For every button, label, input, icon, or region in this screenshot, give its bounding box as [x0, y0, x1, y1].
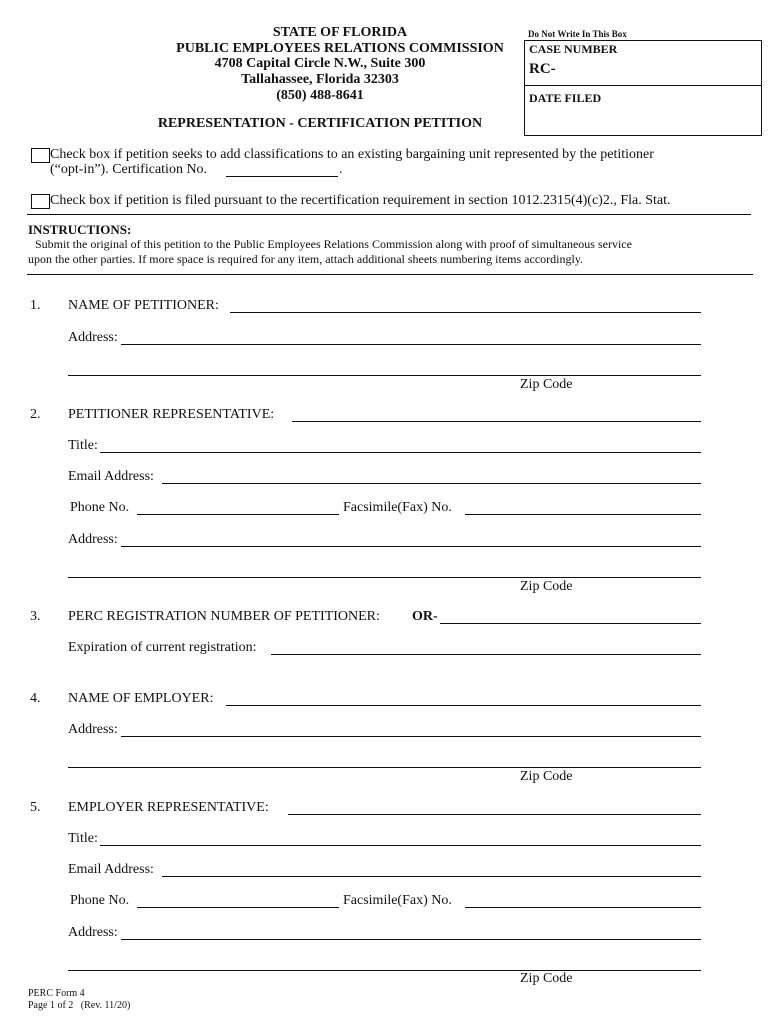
petitioner-name-label: NAME OF PETITIONER:: [68, 298, 219, 313]
perc-registration-label: PERC REGISTRATION NUMBER OF PETITIONER:: [68, 609, 380, 624]
section-3-number: 3.: [30, 609, 41, 624]
employer-zip-label: Zip Code: [520, 769, 573, 784]
box-divider: [525, 85, 761, 86]
opt-in-checkbox[interactable]: [31, 148, 50, 163]
employer-rep-email-field[interactable]: [162, 876, 701, 877]
employer-rep-address-field[interactable]: [121, 939, 701, 940]
employer-rep-zip-label: Zip Code: [520, 971, 573, 986]
recertification-checkbox[interactable]: [31, 194, 50, 209]
petitioner-rep-phone-field[interactable]: [137, 514, 339, 515]
office-use-box: [524, 40, 762, 136]
page-number: Page 1 of 2 (Rev. 11/20): [28, 1000, 131, 1011]
employer-name-label: NAME OF EMPLOYER:: [68, 691, 214, 706]
opt-in-label-cont: (“opt-in”). Certification No.: [50, 162, 208, 177]
case-number-prefix: RC-: [529, 61, 556, 77]
instructions-line2: upon the other parties. If more space is required for any item, attach additional sheets numbering items accordingly.: [28, 252, 584, 266]
petitioner-address-field[interactable]: [121, 344, 701, 345]
recertification-label: Check box if petition is filed pursuant to the recertification requirement in section 1012.2315(4)(c)2., Fla. Stat.: [50, 193, 671, 208]
registration-expiration-field[interactable]: [271, 654, 701, 655]
employer-rep-field[interactable]: [288, 814, 701, 815]
petitioner-rep-title-field[interactable]: [100, 452, 701, 453]
petitioner-rep-address-label: Address:: [68, 532, 118, 547]
registration-prefix: OR-: [412, 609, 438, 624]
petitioner-rep-label: PETITIONER REPRESENTATIVE:: [68, 407, 275, 422]
section-2-number: 2.: [30, 407, 41, 422]
employer-rep-title-label: Title:: [68, 831, 98, 846]
employer-rep-address-line2[interactable]: [68, 970, 701, 971]
section-5-number: 5.: [30, 800, 41, 815]
certification-period: .: [339, 162, 343, 177]
petitioner-rep-fax-field[interactable]: [465, 514, 701, 515]
divider-instructions: [27, 274, 753, 275]
petitioner-rep-fax-label: Facsimile(Fax) No.: [343, 500, 452, 515]
employer-rep-phone-label: Phone No.: [70, 893, 130, 908]
employer-address-label: Address:: [68, 722, 118, 737]
employer-rep-email-label: Email Address:: [68, 862, 154, 877]
employer-rep-fax-field[interactable]: [465, 907, 701, 908]
petitioner-rep-field[interactable]: [292, 421, 701, 422]
commission-name: PUBLIC EMPLOYEES RELATIONS COMMISSION: [176, 41, 504, 56]
petitioner-rep-address-field[interactable]: [121, 546, 701, 547]
case-number-label: CASE NUMBER: [529, 42, 618, 56]
date-filed-label: DATE FILED: [529, 91, 602, 105]
instructions-heading: INSTRUCTIONS:: [28, 222, 132, 237]
street-address: 4708 Capital Circle N.W., Suite 300: [214, 56, 426, 71]
instructions-line1: Submit the original of this petition to the Public Employees Relations Commission along with proof of simultaneous service: [35, 237, 632, 251]
employer-rep-title-field[interactable]: [100, 845, 701, 846]
employer-rep-fax-label: Facsimile(Fax) No.: [343, 893, 452, 908]
city-address: Tallahassee, Florida 32303: [241, 72, 399, 87]
agency-phone: (850) 488-8641: [276, 88, 364, 103]
petitioner-rep-phone-label: Phone No.: [70, 500, 130, 515]
certification-number-line[interactable]: [226, 176, 338, 177]
petitioner-address-label: Address:: [68, 330, 118, 345]
petitioner-rep-title-label: Title:: [68, 438, 98, 453]
petitioner-name-field[interactable]: [230, 312, 701, 313]
agency-name: STATE OF FLORIDA: [272, 25, 408, 40]
employer-rep-address-label: Address:: [68, 925, 118, 940]
petitioner-rep-zip-label: Zip Code: [520, 579, 573, 594]
petitioner-rep-address-line2[interactable]: [68, 577, 701, 578]
form-title: REPRESENTATION - CERTIFICATION PETITION: [157, 116, 483, 131]
petitioner-rep-email-field[interactable]: [162, 483, 701, 484]
employer-address-field[interactable]: [121, 736, 701, 737]
perc-registration-field[interactable]: [440, 623, 701, 624]
employer-rep-label: EMPLOYER REPRESENTATIVE:: [68, 800, 269, 815]
employer-rep-phone-field[interactable]: [137, 907, 339, 908]
section-1-number: 1.: [30, 298, 41, 313]
registration-expiration-label: Expiration of current registration:: [68, 640, 257, 655]
section-4-number: 4.: [30, 691, 41, 706]
employer-name-field[interactable]: [226, 705, 701, 706]
opt-in-label: Check box if petition seeks to add classifications to an existing bargaining unit represented by the petitioner: [50, 147, 654, 162]
employer-address-line2[interactable]: [68, 767, 701, 768]
office-use-note: Do Not Write In This Box: [528, 29, 627, 39]
petitioner-rep-email-label: Email Address:: [68, 469, 154, 484]
petitioner-zip-label: Zip Code: [520, 377, 573, 392]
divider-top: [27, 214, 751, 215]
petitioner-address-line2[interactable]: [68, 375, 701, 376]
form-id: PERC Form 4: [28, 988, 85, 999]
